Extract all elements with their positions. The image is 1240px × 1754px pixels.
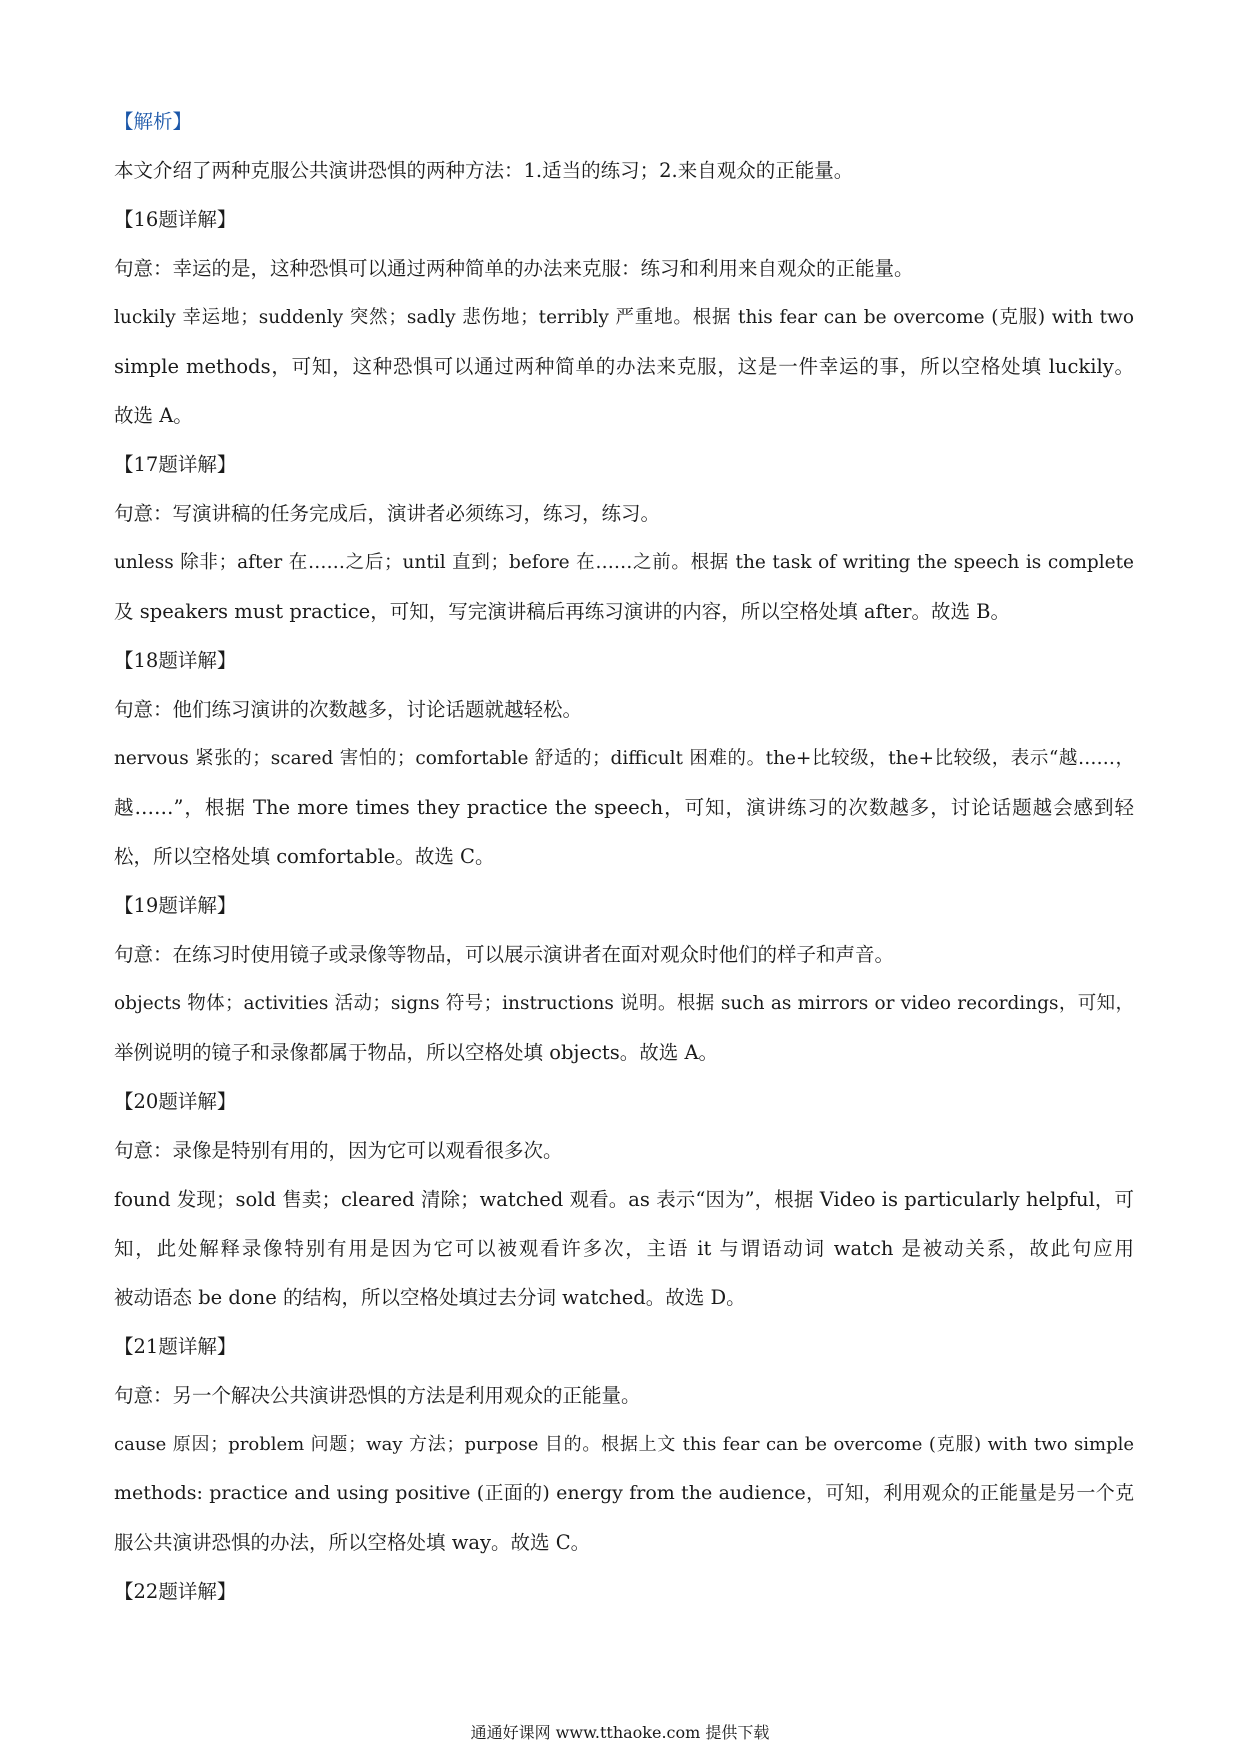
question-explanation <box>114 881 1134 1077</box>
explanation-line: 知，此处解释录像特别有用是因为它可以被观看许多次，主语 it 与谓语动词 watch 是被动关系，故此句应用 <box>114 1237 1134 1260</box>
question-heading: 【21题详解】 <box>114 1335 237 1358</box>
explanation-line: unless 除非；after 在……之后；until 直到；before 在……之前。根据 the task of writing the speech is complete <box>114 552 1134 573</box>
question-heading: 【22题详解】 <box>114 1580 237 1603</box>
explanation-line: 及 speakers must practice，可知，写完演讲稿后再练习演讲的内容，所以空格处填 after。故选 B。 <box>114 600 1010 623</box>
question-explanation <box>114 1322 1134 1567</box>
explanation-line: 被动语态 be done 的结构，所以空格处填过去分词 watched。故选 D。 <box>114 1286 746 1309</box>
explanation-line: 故选 A。 <box>114 404 193 427</box>
question-heading: 【20题详解】 <box>114 1090 237 1113</box>
explanation-line: luckily 幸运地；suddenly 突然；sadly 悲伤地；terribly 严重地。根据 this fear can be overcome (克服) with two <box>114 307 1134 328</box>
explanation-line: methods: practice and using positive (正面的) energy from the audience，可知，利用观众的正能量是另一个克 <box>114 1482 1134 1504</box>
page-footer: 通通好课网 www.tthaoke.com 提供下载 <box>470 1723 770 1742</box>
question-heading: 【19题详解】 <box>114 894 237 917</box>
explanation-line: objects 物体；activities 活动；signs 符号；instructions 说明。根据 such as mirrors or video recordings，可知， <box>114 993 1134 1014</box>
question-explanations <box>114 195 1134 1616</box>
explanation-line: cause 原因；problem 问题；way 方法；purpose 目的。根据上文 this fear can be overcome (克服) with two simple <box>114 1434 1134 1455</box>
question-explanation <box>114 1567 1134 1616</box>
question-explanation <box>114 195 1134 440</box>
question-explanation <box>114 440 1134 636</box>
explanation-line: 举例说明的镜子和录像都属于物品，所以空格处填 objects。故选 A。 <box>114 1041 719 1064</box>
explanation-line: 服公共演讲恐惧的办法，所以空格处填 way。故选 C。 <box>114 1531 591 1554</box>
question-heading: 【16题详解】 <box>114 208 237 231</box>
analysis-content <box>114 97 1134 1616</box>
sentence-meaning: 句意：在练习时使用镜子或录像等物品，可以展示演讲者在面对观众时他们的样子和声音。 <box>114 943 895 966</box>
explanation-line: 越……”，根据 The more times they practice the speech，可知，演讲练习的次数越多，讨论话题越会感到轻 <box>114 796 1134 819</box>
sentence-meaning: 句意：他们练习演讲的次数越多，讨论话题就越轻松。 <box>114 698 583 721</box>
explanation-line: 松，所以空格处填 comfortable。故选 C。 <box>114 845 495 868</box>
intro-paragraph: 本文介绍了两种克服公共演讲恐惧的两种方法：1.适当的练习；2.来自观众的正能量。 <box>114 159 854 182</box>
sentence-meaning: 句意：幸运的是，这种恐惧可以通过两种简单的办法来克服：练习和利用来自观众的正能量。 <box>114 257 914 280</box>
explanation-line: found 发现；sold 售卖；cleared 清除；watched 观看。as 表示“因为”，根据 Video is particularly helpful，可 <box>114 1188 1134 1211</box>
sentence-meaning: 句意：录像是特别有用的，因为它可以观看很多次。 <box>114 1139 563 1162</box>
question-explanation <box>114 1077 1134 1322</box>
question-heading: 【17题详解】 <box>114 453 237 476</box>
question-explanation <box>114 636 1134 881</box>
question-heading: 【18题详解】 <box>114 649 237 672</box>
section-label: 【解析】 <box>114 110 193 133</box>
explanation-line: nervous 紧张的；scared 害怕的；comfortable 舒适的；difficult 困难的。the+比较级，the+比较级，表示“越……， <box>114 748 1134 769</box>
explanation-line: simple methods，可知，这种恐惧可以通过两种简单的办法来克服，这是一件幸运的事，所以空格处填 luckily。 <box>114 355 1134 378</box>
sentence-meaning: 句意：写演讲稿的任务完成后，演讲者必须练习，练习，练习。 <box>114 502 661 525</box>
sentence-meaning: 句意：另一个解决公共演讲恐惧的方法是利用观众的正能量。 <box>114 1384 641 1407</box>
